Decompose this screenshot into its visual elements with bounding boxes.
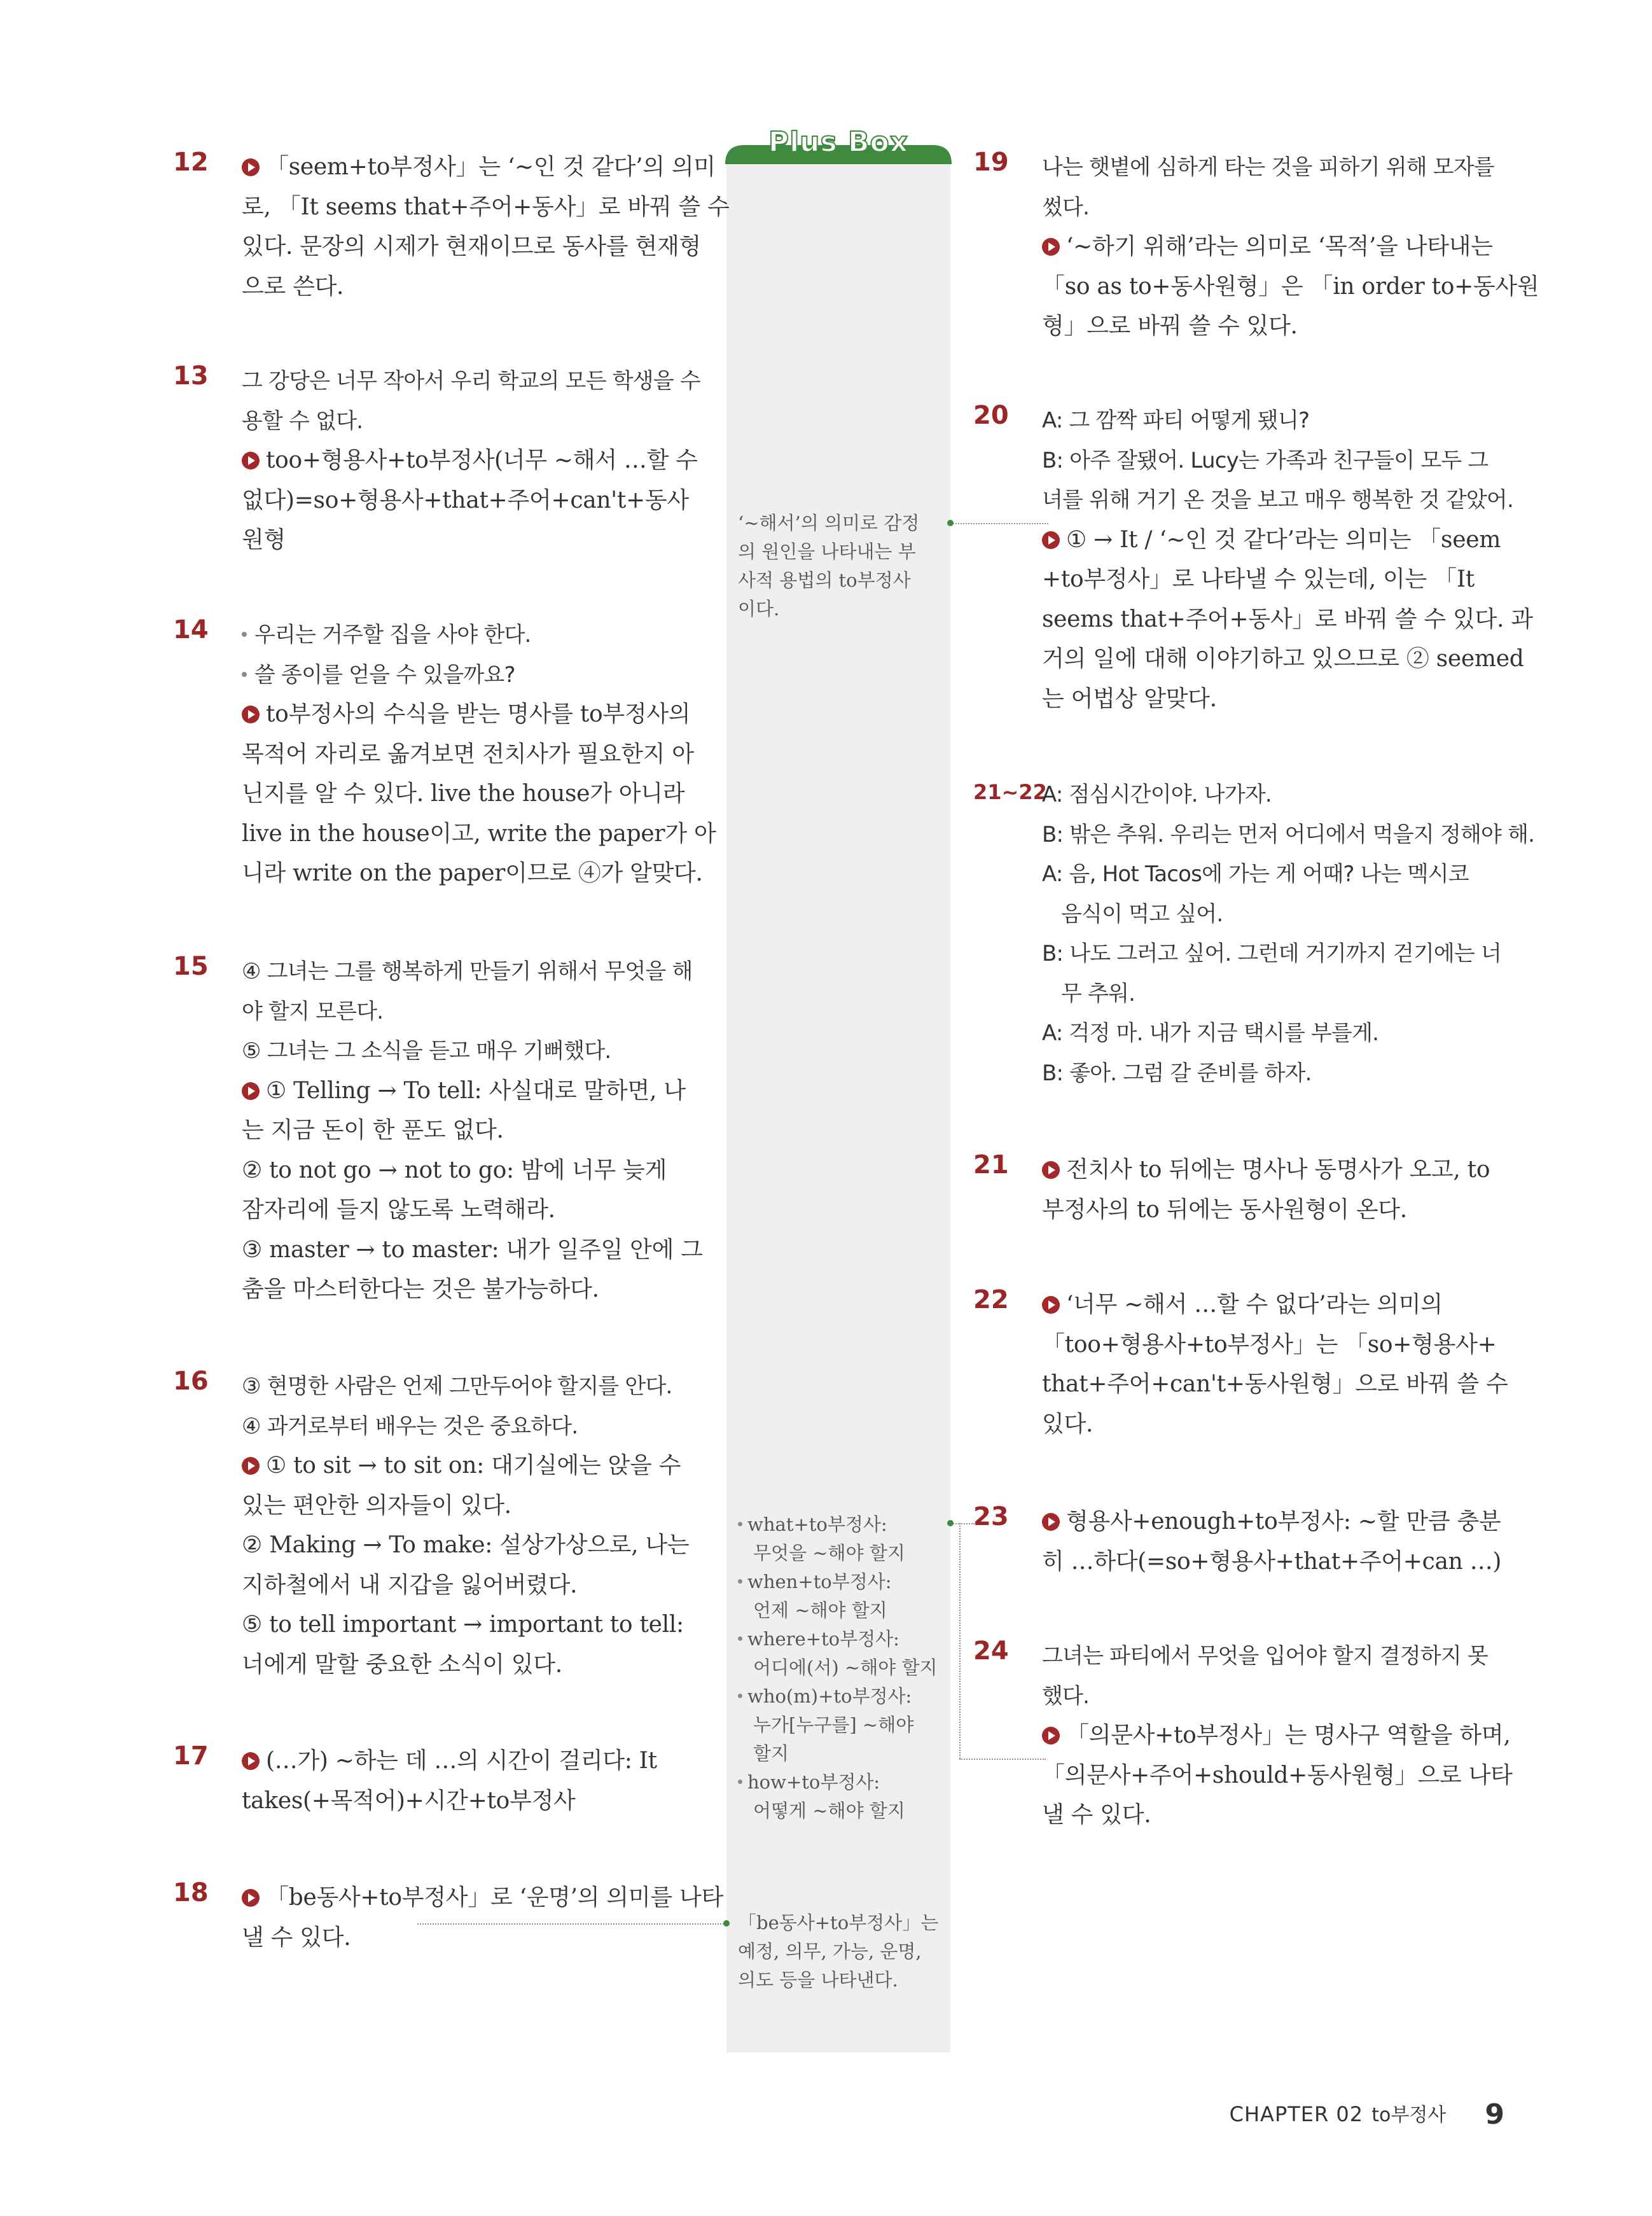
- answer-line: [1042, 600, 1533, 640]
- answer-line: [1042, 1325, 1508, 1365]
- answer-text: 우리는 거주할 집을 사야 한다.: [254, 622, 531, 648]
- answer-line: [1042, 188, 1539, 228]
- answer-text: 음식이 먹고 싶어.: [1061, 901, 1223, 927]
- answer-line: [242, 227, 730, 267]
- note-item-head: how+to부정사:: [747, 1771, 880, 1793]
- bullet-dot: [738, 1636, 742, 1641]
- note-item-sub: 어디에(서) ~해야 할지: [753, 1657, 938, 1678]
- play-arrow-icon: [1042, 1513, 1060, 1531]
- answer-text: B: 아주 잘됐어. Lucy는 가족과 친구들이 모두 그: [1042, 447, 1489, 473]
- answer-text: 부정사의 to 뒤에는 동사원형이 온다.: [1042, 1196, 1407, 1223]
- question-number: 14: [173, 615, 209, 645]
- play-arrow-icon: [242, 1457, 260, 1475]
- question-number: 21~22: [973, 780, 1047, 804]
- play-arrow-icon: [242, 452, 260, 470]
- answer-line: [1042, 815, 1534, 855]
- answer-text: 「의문사+to부정사」는 명사구 역할을 하며,: [1066, 1722, 1511, 1748]
- play-arrow-icon: [1042, 531, 1060, 549]
- answer-line: [1042, 1795, 1513, 1836]
- answer-line: [242, 1071, 703, 1111]
- answer-line: [242, 267, 730, 307]
- connector-dot: [723, 1920, 730, 1927]
- answer-line: [242, 188, 730, 228]
- answer-text: 있다.: [1042, 1411, 1093, 1437]
- answer-text: 했다.: [1042, 1683, 1090, 1709]
- footer-topic: to부정사: [1371, 2104, 1447, 2126]
- answer-line: [242, 695, 716, 735]
- bullet-dot: [738, 1780, 742, 1784]
- answer-line: [242, 1605, 689, 1645]
- answer-text: A: 점심시간이야. 나가자.: [1042, 782, 1272, 807]
- answer-text: 로, 「It seems that+주어+동사」로 바꿔 쓸 수: [242, 193, 730, 220]
- answer-text: 그녀는 파티에서 무엇을 입어야 할지 결정하지 못: [1042, 1643, 1488, 1669]
- note-emotion-cause: [738, 509, 941, 624]
- note-item-sub: 언제 ~해야 할지: [753, 1599, 887, 1621]
- answer-line: [242, 774, 716, 814]
- answer-line: [242, 615, 716, 655]
- answer-text: 무 추워.: [1061, 980, 1135, 1007]
- note-line: 예정, 의무, 가능, 운명,: [738, 1941, 922, 1962]
- entry-body: [1042, 1285, 1508, 1444]
- answer-text: B: 나도 그러고 싶어. 그런데 거기까지 걷기에는 너: [1042, 941, 1502, 966]
- answer-text: ‘너무 ~해서 …할 수 없다’라는 의미의: [1066, 1292, 1443, 1318]
- answer-line: [1042, 1542, 1501, 1582]
- answer-text: A: 음, Hot Tacos에 가는 게 어때? 나는 멕시코: [1042, 861, 1469, 887]
- entry-body: [1042, 1150, 1490, 1230]
- entry-body: [242, 952, 703, 1310]
- answer-line: [242, 1190, 703, 1230]
- answer-line: [242, 1407, 689, 1447]
- play-arrow-icon: [242, 1082, 260, 1100]
- answer-line: [242, 735, 716, 775]
- question-number: 19: [973, 148, 1009, 177]
- answer-line: [242, 1781, 657, 1822]
- answer-line: [242, 1446, 689, 1486]
- page-number: 9: [1485, 2098, 1504, 2131]
- answer-text: seems that+주어+동사」로 바꿔 쓸 수 있다. 과: [1042, 606, 1533, 632]
- answer-line: [242, 1645, 689, 1685]
- note-line: 사적 용법의 to부정사: [738, 569, 911, 591]
- note-item-head: where+to부정사:: [747, 1628, 899, 1650]
- footer-chapter: CHAPTER 02: [1229, 2102, 1364, 2126]
- answer-line: [1042, 148, 1539, 188]
- answer-text: 「의문사+주어+should+동사원형」으로 나타: [1042, 1762, 1513, 1788]
- note-item-sub: 무엇을 ~해야 할지: [753, 1542, 905, 1564]
- answer-text: 닌지를 알 수 있다. live the house가 아니라: [242, 781, 685, 807]
- answer-line: [1042, 1502, 1501, 1542]
- answer-line: [1042, 307, 1539, 347]
- answer-line: [1042, 1285, 1508, 1325]
- answer-line: [1042, 1676, 1513, 1717]
- note-line: 의 원인을 나타내는 부: [738, 541, 916, 562]
- answer-text: 있다. 문장의 시제가 현재이므로 동사를 현재형: [242, 233, 701, 260]
- answer-text: ① to sit → to sit on: 대기실에는 앉을 수: [266, 1453, 681, 1479]
- answer-text: 나는 햇볕에 심하게 타는 것을 피하기 위해 모자를: [1042, 155, 1494, 180]
- play-arrow-icon: [242, 158, 260, 176]
- entry-body: [242, 361, 700, 561]
- play-arrow-icon: [1042, 1727, 1060, 1745]
- entry-body: [242, 1367, 689, 1685]
- answer-text: 썼다.: [1042, 194, 1090, 220]
- answer-text: ④ 과거로부터 배우는 것은 중요하다.: [242, 1413, 578, 1439]
- bullet-dot: [738, 1579, 742, 1584]
- answer-line: [1042, 1150, 1490, 1190]
- answer-text: 너에게 말할 중요한 소식이 있다.: [242, 1651, 562, 1678]
- answer-text: 으로 쓴다.: [242, 273, 344, 300]
- answer-line: [1042, 1405, 1508, 1445]
- answer-line: [242, 992, 703, 1032]
- answer-line: [1042, 1054, 1534, 1094]
- question-number: 22: [973, 1285, 1009, 1314]
- connector-20-note: [950, 523, 1048, 524]
- answer-text: ③ 현명한 사람은 언제 그만두어야 할지를 안다.: [242, 1374, 672, 1399]
- note-item-sub: 어떻게 ~해야 할지: [753, 1800, 905, 1822]
- answer-text: 춤을 마스터한다는 것은 불가능하다.: [242, 1276, 599, 1302]
- answer-line: [1042, 227, 1539, 267]
- answer-text: 낼 수 있다.: [1042, 1802, 1151, 1828]
- note-item-sub: 누가[누구를] ~해야: [753, 1714, 914, 1736]
- answer-text: ② to not go → not to go: 밤에 너무 늦게: [242, 1157, 667, 1183]
- answer-line: [1042, 267, 1539, 307]
- note-be-to-infinitive: [738, 1909, 941, 1995]
- question-number: 17: [173, 1741, 209, 1771]
- plus-box-title: Plus Box: [768, 126, 909, 158]
- answer-line: [242, 520, 700, 561]
- answer-line: [242, 441, 700, 481]
- answer-line: [1042, 1014, 1534, 1054]
- answer-text: 거의 일에 대해 이야기하고 있으므로 ② seemed: [1042, 646, 1524, 672]
- answer-line: [242, 1878, 723, 1918]
- entry-body: [1042, 1502, 1501, 1582]
- question-number: 15: [173, 952, 209, 981]
- question-number: 24: [973, 1636, 1009, 1666]
- answer-line: [242, 1526, 689, 1566]
- answer-text: B: 밖은 추워. 우리는 먼저 어디에서 먹을지 정해야 해.: [1042, 821, 1535, 847]
- connector-24-branch: [959, 1759, 1046, 1760]
- answer-line: [1042, 895, 1534, 935]
- answer-line: [1042, 401, 1533, 441]
- answer-line: [1042, 974, 1534, 1014]
- answer-text: 니라 write on the paper이므로 ④가 알맞다.: [242, 860, 703, 886]
- answer-text: ① Telling → To tell: 사실대로 말하면, 나: [266, 1077, 686, 1104]
- note-line: 「be동사+to부정사」는: [738, 1912, 939, 1934]
- play-arrow-icon: [1042, 1296, 1060, 1314]
- answer-line: [242, 952, 703, 992]
- answer-line: [1042, 1365, 1508, 1405]
- note-line: 의도 등을 나타낸다.: [738, 1969, 898, 1991]
- answer-line: [1042, 1190, 1490, 1230]
- connector-dot: [947, 520, 954, 526]
- answer-line: [1042, 441, 1533, 481]
- play-arrow-icon: [1042, 238, 1060, 256]
- answer-text: 「seem+to부정사」는 ‘~인 것 같다’의 의미: [266, 154, 716, 180]
- answer-text: +to부정사」로 나타낼 수 있는데, 이는 「It: [1042, 566, 1475, 592]
- answer-text: ‘~하기 위해’라는 의미로 ‘목적’을 나타내는: [1066, 233, 1493, 260]
- answer-text: that+주어+can't+동사원형」으로 바꿔 쓸 수: [1042, 1371, 1508, 1397]
- question-number: 21: [973, 1150, 1009, 1180]
- note-item-head: who(m)+to부정사:: [747, 1685, 912, 1707]
- bullet-dot-icon: [242, 632, 247, 637]
- connector-18-note: [417, 1923, 726, 1925]
- answer-line: [1042, 679, 1533, 720]
- answer-text: ③ master → to master: 내가 일주일 안에 그: [242, 1236, 703, 1263]
- entry-body: [242, 1878, 723, 1958]
- answer-line: [242, 1566, 689, 1606]
- answer-text: 목적어 자리로 옮겨보면 전치사가 필요한지 아: [242, 741, 694, 767]
- answer-line: [242, 1151, 703, 1191]
- question-number: 20: [973, 401, 1009, 430]
- play-arrow-icon: [242, 1889, 260, 1907]
- bullet-dot: [738, 1522, 742, 1526]
- answer-text: 전치사 to 뒤에는 명사나 동명사가 오고, to: [1066, 1157, 1490, 1183]
- answer-text: (…가) ~하는 데 …의 시간이 걸리다: It: [266, 1748, 657, 1774]
- connector-dot: [947, 1520, 954, 1526]
- answer-line: [242, 1111, 703, 1151]
- answer-text: ① → It / ‘~인 것 같다’라는 의미는 「seem: [1066, 526, 1501, 553]
- answer-line: [1042, 520, 1533, 561]
- note-line: 이다.: [738, 598, 780, 620]
- note-line: ‘~해서’의 의미로 감정: [738, 512, 920, 534]
- answer-line: [242, 655, 716, 695]
- answer-text: ④ 그녀는 그를 행복하게 만들기 위해서 무엇을 해: [242, 959, 693, 984]
- answer-line: [242, 401, 700, 442]
- answer-text: 녀를 위해 거기 온 것을 보고 매우 행복한 것 같았어.: [1042, 487, 1513, 513]
- answer-line: [1042, 934, 1534, 974]
- answer-text: 낼 수 있다.: [242, 1924, 351, 1951]
- answer-text: 그 강당은 너무 작아서 우리 학교의 모든 학생을 수: [242, 368, 700, 394]
- entry-body: [242, 148, 730, 307]
- play-arrow-icon: [242, 706, 260, 723]
- page-footer: [1230, 2098, 1504, 2131]
- note-wh-to-infinitive-list: [738, 1510, 941, 1825]
- answer-line: [1042, 1756, 1513, 1796]
- answer-line: [242, 814, 716, 854]
- answer-text: 원형: [242, 527, 286, 553]
- connector-23-branch: [959, 1523, 975, 1524]
- entry-body: [1042, 775, 1534, 1093]
- answer-line: [1042, 1636, 1513, 1676]
- answer-text: 는 어법상 알맞다.: [1042, 685, 1217, 712]
- question-number: 13: [173, 361, 209, 391]
- answer-text: to부정사의 수식을 받는 명사를 to부정사의: [266, 701, 691, 727]
- answer-text: takes(+목적어)+시간+to부정사: [242, 1787, 576, 1814]
- question-number: 23: [973, 1502, 1009, 1531]
- question-number: 16: [173, 1367, 209, 1396]
- answer-text: ② Making → To make: 설상가상으로, 나는: [242, 1532, 690, 1558]
- answer-line: [242, 1741, 657, 1781]
- answer-line: [242, 1270, 703, 1310]
- answer-text: 는 지금 돈이 한 푼도 없다.: [242, 1117, 504, 1143]
- entry-body: [242, 615, 716, 894]
- answer-text: B: 좋아. 그럼 갈 준비를 하자.: [1042, 1060, 1312, 1086]
- answer-text: 잠자리에 들지 않도록 노력해라.: [242, 1197, 555, 1223]
- answer-text: ⑤ to tell important → important to tell:: [242, 1612, 684, 1638]
- answer-text: 히 …하다(=so+형용사+that+주어+can …): [1042, 1548, 1502, 1575]
- answer-line: [242, 361, 700, 401]
- answer-text: ⑤ 그녀는 그 소식을 듣고 매우 기뻐했다.: [242, 1038, 611, 1064]
- answer-line: [242, 1486, 689, 1526]
- answer-text: 지하철에서 내 지갑을 잃어버렸다.: [242, 1571, 578, 1598]
- note-item-sub: 할지: [753, 1743, 789, 1764]
- answer-line: [1042, 480, 1533, 520]
- connector-23-24-vertical: [959, 1523, 961, 1759]
- answer-line: [242, 481, 700, 521]
- entry-body: [1042, 401, 1533, 719]
- answer-text: A: 걱정 마. 내가 지금 택시를 부를게.: [1042, 1021, 1379, 1046]
- bullet-dot: [738, 1694, 742, 1698]
- note-item-head: when+to부정사:: [747, 1571, 892, 1592]
- answer-text: 야 할지 모른다.: [242, 998, 384, 1024]
- plus-box-header: [725, 126, 952, 164]
- answer-line: [1042, 854, 1534, 895]
- answer-text: 형」으로 바꿔 쓸 수 있다.: [1042, 313, 1298, 339]
- answer-text: 「be동사+to부정사」로 ‘운명’의 의미를 나타: [266, 1885, 723, 1911]
- answer-text: live in the house이고, write the paper가 아: [242, 820, 716, 847]
- answer-line: [1042, 1716, 1513, 1756]
- answer-line: [1042, 560, 1533, 600]
- answer-text: A: 그 깜짝 파티 어떻게 됐니?: [1042, 408, 1310, 433]
- answer-text: 「so as to+동사원형」은 「in order to+동사원: [1042, 273, 1539, 300]
- answer-text: 쓸 종이를 얻을 수 있을까요?: [254, 662, 515, 688]
- question-number: 12: [173, 148, 209, 177]
- answer-text: 있는 편안한 의자들이 있다.: [242, 1492, 511, 1519]
- answer-text: 용할 수 없다.: [242, 408, 363, 434]
- answer-line: [242, 1230, 703, 1271]
- answer-line: [242, 148, 730, 188]
- bullet-dot-icon: [242, 672, 247, 677]
- note-item-head: what+to부정사:: [747, 1514, 887, 1535]
- answer-text: 없다)=so+형용사+that+주어+can't+동사: [242, 487, 689, 513]
- answer-text: too+형용사+to부정사(너무 ~해서 …할 수: [266, 447, 698, 473]
- answer-line: [242, 854, 716, 894]
- play-arrow-icon: [242, 1752, 260, 1770]
- answer-line: [242, 1031, 703, 1071]
- question-number: 18: [173, 1878, 209, 1907]
- entry-body: [1042, 1636, 1513, 1836]
- entry-body: [1042, 148, 1539, 347]
- answer-line: [242, 1367, 689, 1407]
- answer-line: [1042, 775, 1534, 815]
- play-arrow-icon: [1042, 1161, 1060, 1179]
- entry-body: [242, 1741, 657, 1821]
- answer-line: [1042, 639, 1533, 679]
- answer-text: 형용사+enough+to부정사: ~할 만큼 충분: [1066, 1509, 1501, 1535]
- answer-text: 「too+형용사+to부정사」는 「so+형용사+: [1042, 1331, 1497, 1358]
